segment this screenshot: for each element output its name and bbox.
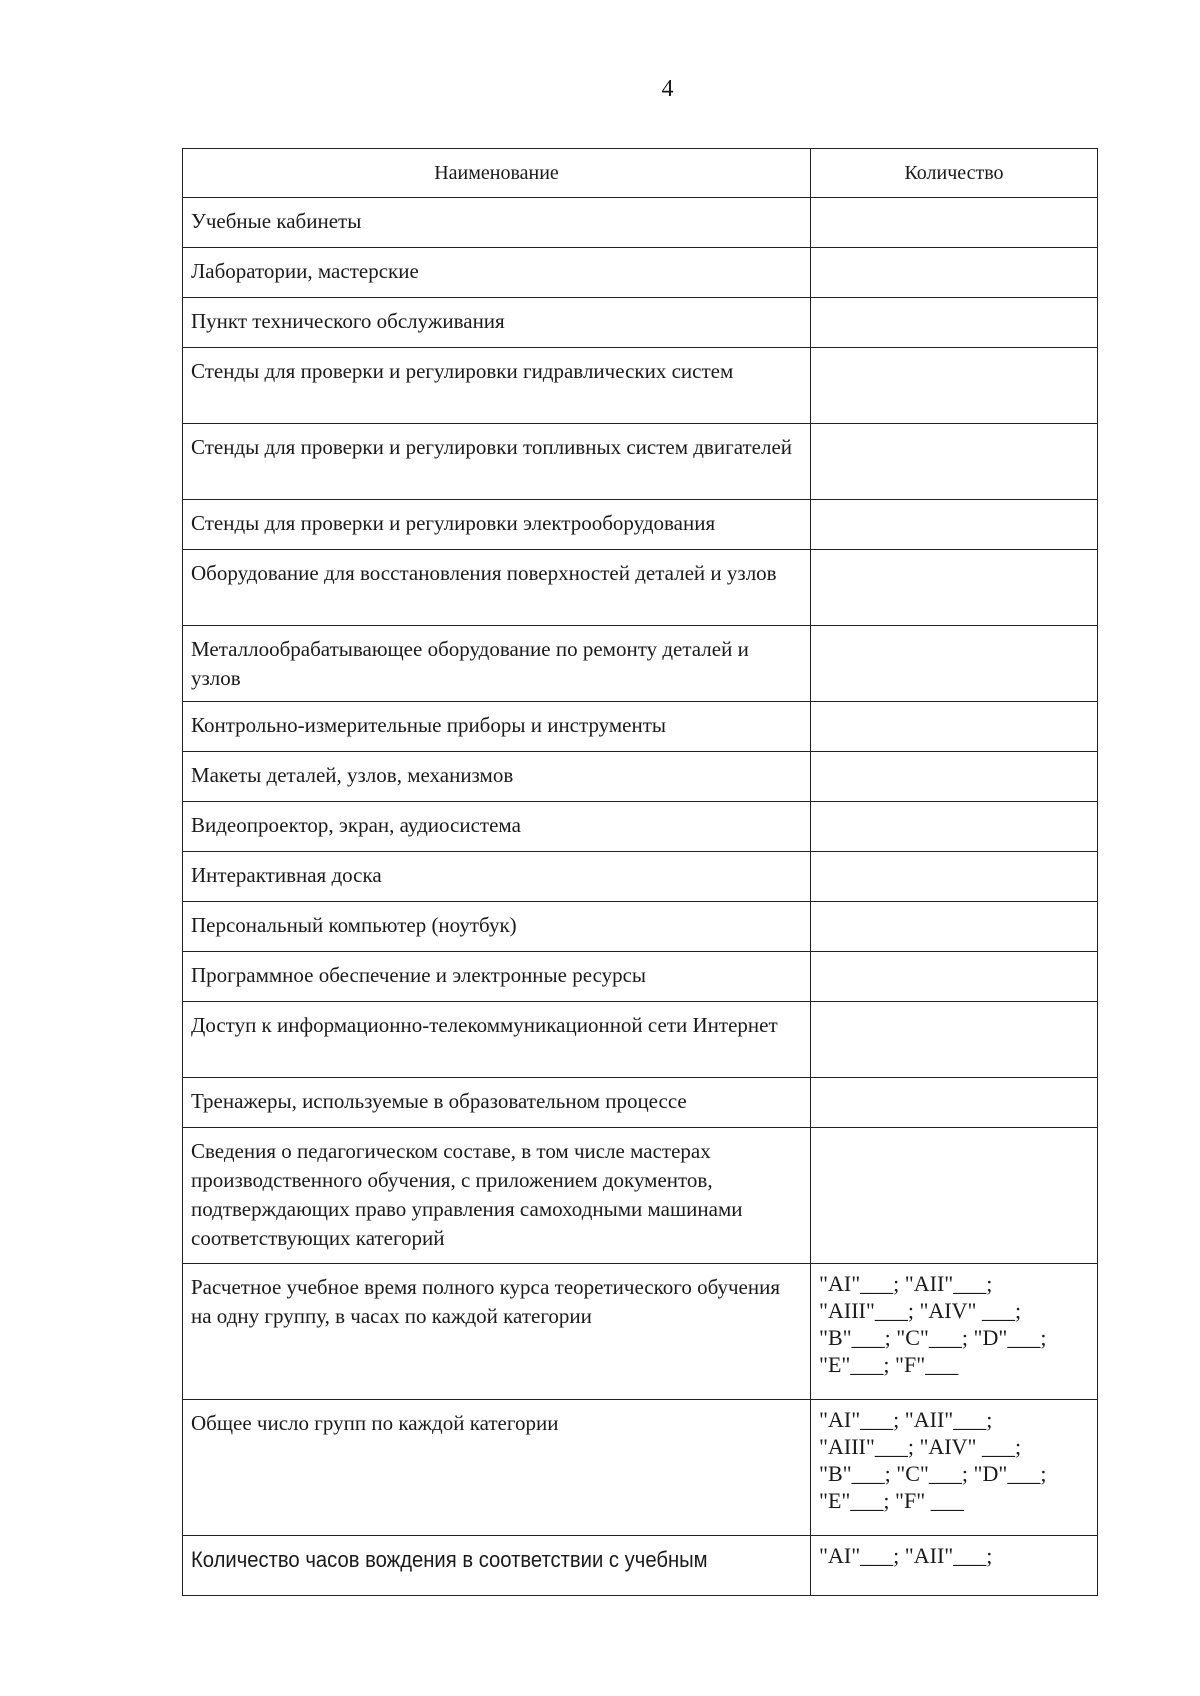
row-name: Персональный компьютер (ноутбук) bbox=[183, 902, 811, 952]
table-row bbox=[183, 702, 1098, 752]
category-line: "AIII"___; "AIV" ___; bbox=[819, 1434, 1022, 1459]
row-quantity bbox=[811, 500, 1098, 550]
table-row bbox=[183, 1536, 1098, 1596]
table-row bbox=[183, 424, 1098, 500]
category-line: "B"___; "C"___; "D"___; bbox=[819, 1461, 1047, 1486]
header-quantity: Количество bbox=[811, 149, 1098, 198]
table-row bbox=[183, 752, 1098, 802]
row-name: Учебные кабинеты bbox=[183, 198, 811, 248]
row-quantity bbox=[811, 1264, 1098, 1400]
row-quantity bbox=[811, 852, 1098, 902]
row-quantity bbox=[811, 952, 1098, 1002]
row-name: Металлообрабатывающее оборудование по ремонту деталей и узлов bbox=[183, 626, 811, 702]
table-row bbox=[183, 1264, 1098, 1400]
table-row bbox=[183, 626, 1098, 702]
category-line: "AI"___; "AII"___; bbox=[819, 1407, 993, 1432]
row-quantity bbox=[811, 1536, 1098, 1596]
category-line: "E"___; "F"___ bbox=[819, 1352, 959, 1377]
row-quantity bbox=[811, 248, 1098, 298]
table-row bbox=[183, 1002, 1098, 1078]
row-quantity bbox=[811, 1128, 1098, 1264]
category-line: "B"___; "C"___; "D"___; bbox=[819, 1325, 1047, 1350]
row-quantity bbox=[811, 198, 1098, 248]
category-line: "AI"___; "AII"___; bbox=[819, 1543, 993, 1568]
table-row bbox=[183, 852, 1098, 902]
row-name: Тренажеры, используемые в образовательном процессе bbox=[183, 1078, 811, 1128]
row-quantity bbox=[811, 1002, 1098, 1078]
row-name: Пункт технического обслуживания bbox=[183, 298, 811, 348]
table-row bbox=[183, 248, 1098, 298]
table-row bbox=[183, 298, 1098, 348]
row-quantity bbox=[811, 802, 1098, 852]
row-quantity bbox=[811, 298, 1098, 348]
row-quantity bbox=[811, 348, 1098, 424]
equipment-table bbox=[182, 148, 1098, 1596]
row-name: Макеты деталей, узлов, механизмов bbox=[183, 752, 811, 802]
row-quantity bbox=[811, 752, 1098, 802]
category-line: "AIII"___; "AIV" ___; bbox=[819, 1298, 1022, 1323]
row-name: Контрольно-измерительные приборы и инструменты bbox=[183, 702, 811, 752]
row-name: Программное обеспечение и электронные ресурсы bbox=[183, 952, 811, 1002]
row-name: Интерактивная доска bbox=[183, 852, 811, 902]
row-name: Видеопроектор, экран, аудиосистема bbox=[183, 802, 811, 852]
table-row bbox=[183, 1078, 1098, 1128]
table-row bbox=[183, 952, 1098, 1002]
table-row bbox=[183, 1128, 1098, 1264]
row-quantity bbox=[811, 902, 1098, 952]
row-quantity bbox=[811, 1400, 1098, 1536]
table-row bbox=[183, 348, 1098, 424]
row-quantity bbox=[811, 1078, 1098, 1128]
row-name: Доступ к информационно-телекоммуникационной сети Интернет bbox=[183, 1002, 811, 1078]
row-name: Общее число групп по каждой категории bbox=[183, 1400, 811, 1536]
category-line: "E"___; "F" ___ bbox=[819, 1488, 964, 1513]
row-name: Лаборатории, мастерские bbox=[183, 248, 811, 298]
row-quantity bbox=[811, 702, 1098, 752]
row-quantity bbox=[811, 424, 1098, 500]
row-name: Стенды для проверки и регулировки топливных систем двигателей bbox=[183, 424, 811, 500]
table-row bbox=[183, 902, 1098, 952]
header-name: Наименование bbox=[183, 149, 811, 198]
table-header-row bbox=[183, 149, 1098, 198]
table-row bbox=[183, 550, 1098, 626]
row-name: Расчетное учебное время полного курса теоретического обучения на одну группу, в часах по каждой категории bbox=[183, 1264, 811, 1400]
row-name: Стенды для проверки и регулировки электрооборудования bbox=[183, 500, 811, 550]
table-row bbox=[183, 500, 1098, 550]
table-row bbox=[183, 802, 1098, 852]
page-number: 4 bbox=[661, 76, 674, 102]
row-name: Сведения о педагогическом составе, в том числе мастерах производственного обучения, с приложением документов, подтверждающих право управления самоходными машинами соответствующих категорий bbox=[183, 1128, 811, 1264]
row-name: Стенды для проверки и регулировки гидравлических систем bbox=[183, 348, 811, 424]
category-line: "AI"___; "AII"___; bbox=[819, 1271, 993, 1296]
row-name-text: Количество часов вождения в соответствии с учебным bbox=[191, 1547, 708, 1572]
row-quantity bbox=[811, 626, 1098, 702]
table-row bbox=[183, 198, 1098, 248]
row-name: Оборудование для восстановления поверхностей деталей и узлов bbox=[183, 550, 811, 626]
row-name bbox=[183, 1536, 811, 1596]
row-quantity bbox=[811, 550, 1098, 626]
table-row bbox=[183, 1400, 1098, 1536]
